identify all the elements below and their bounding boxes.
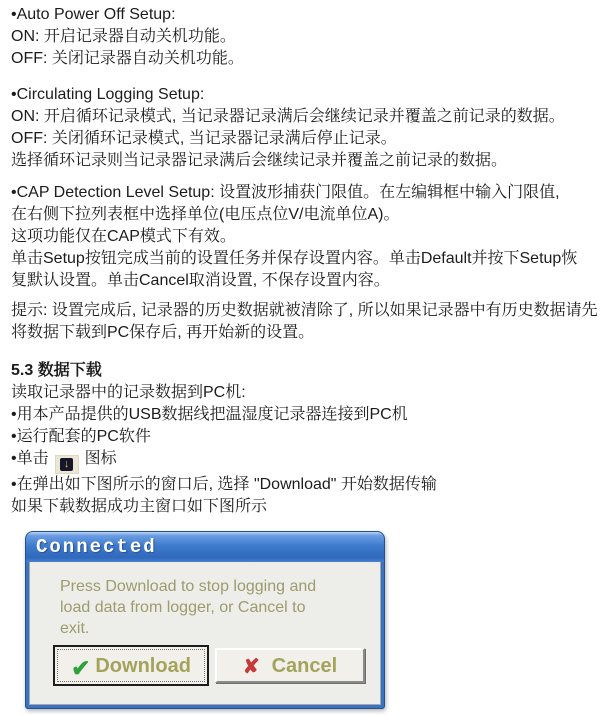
doc-line: ON: 开启记录器自动关机功能。: [11, 28, 236, 45]
doc-line: 如果下载数据成功主窗口如下图所示: [11, 498, 268, 515]
cancel-button[interactable]: [215, 648, 365, 683]
doc-line: •Circulating Logging Setup:: [11, 86, 205, 103]
download-toolbar-icon-inner: [60, 458, 73, 471]
section-heading: 5.3 数据下载: [11, 362, 102, 379]
doc-line: 提示: 设置完成后, 记录器的历史数据就被清除了, 所以如果记录器中有历史数据请先: [11, 302, 598, 319]
para-auto-power-off: [11, 4, 594, 70]
doc-line: 在右侧下拉列表框中选择单位(电压点位V/电流单位A)。: [11, 206, 400, 223]
download-toolbar-icon: [55, 455, 79, 474]
dialog-message-line: exit.: [60, 620, 90, 637]
download-button[interactable]: [53, 645, 209, 686]
doc-line: •Auto Power Off Setup:: [11, 6, 176, 23]
doc-line: 选择循环记录则当记录器记录满后会继续记录并覆盖之前记录的数据。: [11, 152, 508, 169]
doc-text: 图标: [84, 450, 117, 467]
doc-line-click-icon: [11, 448, 594, 474]
para-tip: [11, 300, 598, 344]
dialog-body: [29, 562, 381, 705]
doc-line: •在弹出如下图所示的窗口后, 选择 "Download" 开始数据传输: [11, 476, 437, 493]
para-cap-detection: [11, 182, 594, 292]
doc-line: 将数据下载到PC保存后, 再开始新的设置。: [11, 324, 315, 341]
doc-line: 复默认设置。单击Cancel取消设置, 不保存设置内容。: [11, 272, 390, 289]
doc-line: •用本产品提供的USB数据线把温湿度记录器连接到PC机: [11, 406, 408, 423]
doc-line: 单击Setup按钮完成当前的设置任务并保存设置内容。单击Default并按下Setup恢: [11, 250, 578, 267]
connected-dialog: [25, 531, 385, 709]
doc-line: 读取记录器中的记录数据到PC机:: [11, 384, 246, 401]
down-arrow-icon: ↓: [63, 458, 70, 470]
doc-line: ON: 开启循环记录模式, 当记录器记录满后会继续记录并覆盖之前记录的数据。: [11, 108, 565, 125]
doc-text: •单击: [11, 450, 49, 467]
dialog-message-line: load data from logger, or Cancel to: [60, 599, 306, 616]
doc-line: •CAP Detection Level Setup: 设置波形捕获门限值。在左编辑框中输入门限值,: [11, 184, 560, 201]
section-data-download: [11, 360, 594, 518]
dialog-message: [30, 562, 380, 639]
dialog-title: Connected: [36, 536, 157, 558]
dialog-message-line: Press Download to stop logging and: [60, 578, 317, 595]
dialog-titlebar[interactable]: [26, 532, 384, 562]
cancel-button-label: Cancel: [271, 654, 338, 677]
download-button-label: Download: [95, 654, 191, 677]
doc-line: OFF: 关闭记录器自动关机功能。: [11, 50, 244, 67]
doc-line: OFF: 关闭循环记录模式, 当记录器记录满后停止记录。: [11, 130, 397, 147]
x-icon: ✘: [242, 656, 260, 678]
check-icon: ✔: [71, 655, 91, 681]
para-circulating-logging: [11, 84, 594, 172]
doc-line: •运行配套的PC软件: [11, 428, 151, 445]
dialog-button-row: [30, 645, 380, 686]
doc-line: 这项功能仅在CAP模式下有效。: [11, 228, 236, 245]
